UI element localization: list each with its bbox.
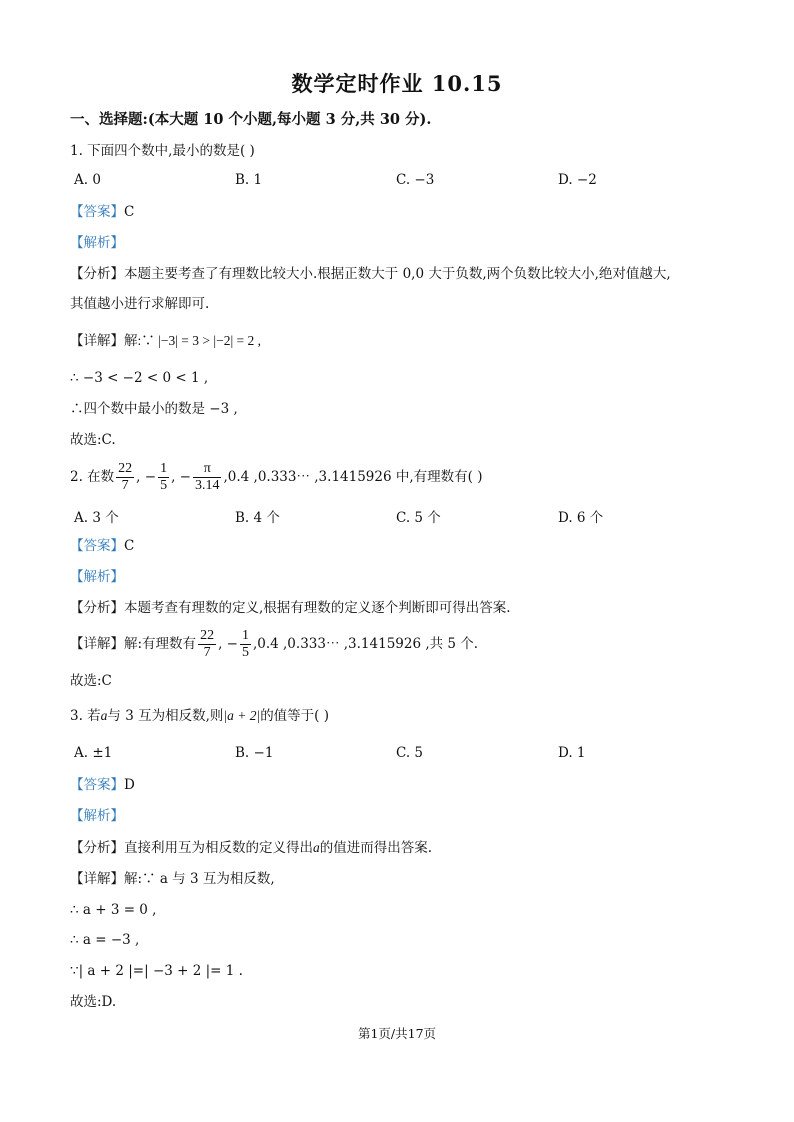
variable-a: a	[313, 840, 320, 855]
minus-sign: −	[179, 469, 191, 485]
fenxi-tag: 【分析】	[70, 600, 124, 616]
fenxi-text: 本题主要考查了有理数比较大小.根据正数大于 0,0 大于负数,两个负数比较大小,绝对值越大,	[124, 266, 671, 282]
q1-option-c: C. −3	[396, 172, 435, 188]
q2-stem	[70, 458, 482, 496]
q1-fenxi-line2: 其值越小进行求解即可.	[70, 296, 210, 312]
q3-detail-line2: ∴ a + 3 = 0 ,	[70, 902, 157, 918]
q3-stem-post: 的值等于( )	[260, 708, 330, 724]
denominator: 7	[121, 478, 129, 493]
numerator: 1	[241, 628, 249, 643]
minus-sign: −	[144, 469, 157, 485]
q3-option-c: C. 5	[396, 745, 424, 761]
q2-answer	[70, 536, 134, 556]
q2-detail-end: 故选:C	[70, 673, 112, 689]
fraction-22-7	[198, 628, 216, 661]
q2-option-b: B. 4 个	[235, 510, 280, 526]
q1-detail-line1	[70, 331, 261, 351]
q1-stem: 1. 下面四个数中,最小的数是( )	[70, 143, 255, 159]
q2-stem-pre: 2. 在数	[70, 469, 115, 485]
denominator: 7	[203, 645, 211, 660]
numerator: π	[193, 461, 222, 478]
fraction-1-5	[240, 628, 251, 661]
q3-detail-line4: ∵| a + 2 |=| −3 + 2 |= 1 .	[70, 963, 243, 979]
answer-value: C	[124, 538, 135, 554]
fraction-pi-3-14	[193, 461, 222, 494]
detail-post: ,0.4 ,0.333⋯ ,3.1415926 ,共 5 个.	[252, 636, 479, 652]
fenxi-text: 本题考查有理数的定义,根据有理数的定义逐个判断即可得出答案.	[124, 600, 511, 616]
q1-detail-line3: ∴四个数中最小的数是 −3 ,	[70, 401, 238, 417]
numerator: 22	[200, 628, 215, 643]
separator: ,	[171, 469, 176, 485]
page-footer: 第1页/共17页	[357, 1026, 437, 1041]
q3-stem-pre: 3. 若	[70, 708, 101, 724]
answer-tag: 【答案】	[70, 204, 124, 220]
q2-option-c: C. 5 个	[396, 510, 441, 526]
detail-tag: 【详解】	[70, 871, 124, 887]
fenxi-pre: 直接利用互为相反数的定义得出	[124, 840, 313, 856]
q3-stem-mid: 与 3 互为相反数,则	[107, 708, 224, 724]
numerator: 22	[118, 461, 133, 476]
denominator: 5	[160, 478, 168, 493]
numerator: 1	[160, 461, 168, 476]
variable-a: a	[100, 708, 108, 723]
q1-option-d: D. −2	[558, 172, 597, 188]
answer-value: D	[124, 777, 135, 793]
q3-option-a: A. ±1	[74, 745, 113, 761]
q1-fenxi-line1	[70, 264, 671, 284]
q3-detail-line1	[70, 869, 275, 889]
denominator: 3.14	[194, 478, 220, 493]
fenxi-tag: 【分析】	[70, 840, 124, 856]
page-title: 数学定时作业 10.15	[291, 71, 503, 96]
q1-jiexi-tag: 【解析】	[70, 235, 124, 251]
detail-tag: 【详解】	[70, 636, 124, 652]
q2-option-d: D. 6 个	[558, 510, 604, 526]
denominator: 5	[241, 645, 249, 660]
q3-fenxi-line1	[70, 838, 432, 858]
detail-pre: 解:有理数有	[124, 636, 197, 652]
answer-value: C	[124, 204, 135, 220]
q3-option-d: D. 1	[558, 745, 586, 761]
q3-answer	[70, 775, 135, 795]
detail-text: 解:∵ |−3| = 3 > |−2| = 2 ,	[124, 333, 262, 348]
section-heading: 一、选择题:(本大题 10 个小题,每小题 3 分,共 30 分).	[70, 111, 432, 128]
fenxi-post: 的值进而得出答案.	[319, 840, 433, 856]
separator: ,	[218, 636, 223, 652]
q3-detail-line5: 故选:D.	[70, 994, 117, 1010]
q2-detail-line1	[70, 625, 478, 663]
q2-option-a: A. 3 个	[74, 510, 119, 526]
fraction-1-5	[158, 461, 169, 494]
answer-tag: 【答案】	[70, 777, 124, 793]
detail-tag: 【详解】	[70, 333, 124, 349]
fenxi-tag: 【分析】	[70, 266, 124, 282]
fraction-22-7	[116, 461, 134, 494]
q3-jiexi-tag: 【解析】	[70, 808, 124, 824]
q1-option-b: B. 1	[235, 172, 263, 188]
answer-tag: 【答案】	[70, 538, 124, 554]
q2-fenxi-line1	[70, 598, 511, 618]
q3-stem	[70, 706, 329, 726]
q3-option-b: B. −1	[235, 745, 274, 761]
q1-detail-line4: 故选:C.	[70, 432, 116, 448]
q1-answer	[70, 202, 134, 222]
q1-detail-line2: ∴ −3 < −2 < 0 < 1 ,	[70, 370, 209, 386]
minus-sign: −	[226, 636, 238, 652]
abs-expression: |a + 2|	[223, 708, 261, 723]
q2-stem-post: ,0.4 ,0.333⋯ ,3.1415926 中,有理数有( )	[223, 469, 483, 485]
q2-jiexi-tag: 【解析】	[70, 569, 124, 585]
separator: ,	[136, 469, 141, 485]
detail-text: 解:∵ a 与 3 互为相反数,	[124, 871, 275, 887]
q3-detail-line3: ∴ a = −3 ,	[70, 932, 140, 948]
q1-option-a: A. 0	[74, 172, 101, 188]
